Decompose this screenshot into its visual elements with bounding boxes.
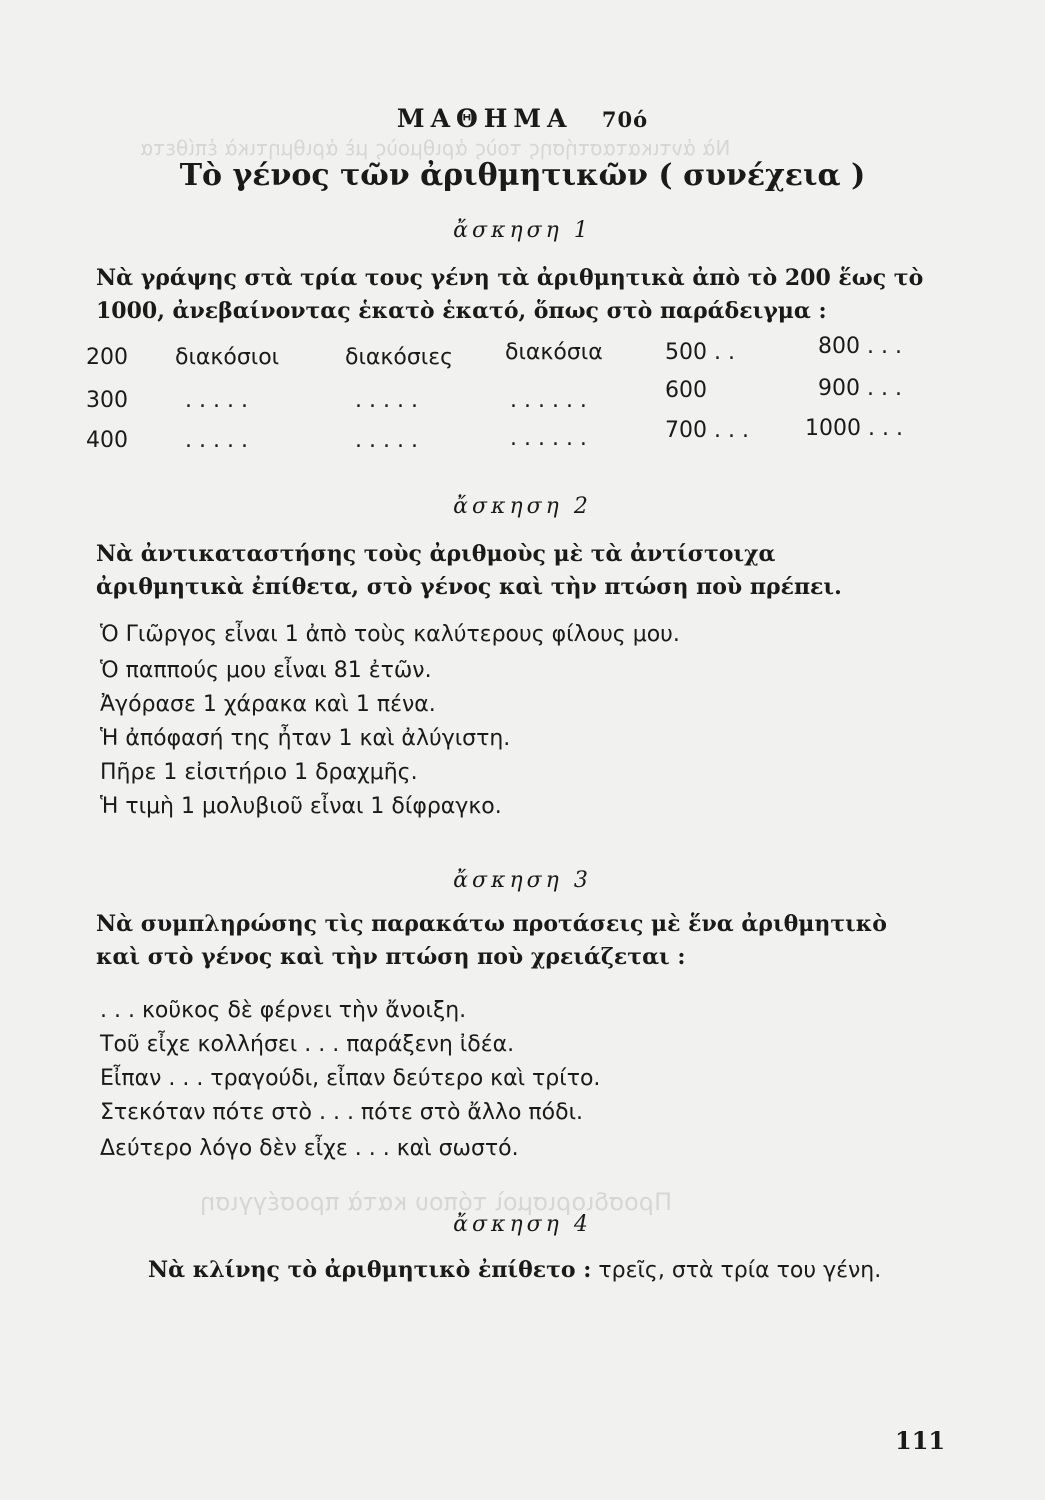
exercise-2-line: Ἡ τιμὴ 1 μολυβιοῦ εἶναι 1 δίφραγκο. xyxy=(100,794,502,819)
exercise-1-instruction: Νὰ γράψης στὰ τρία τους γένη τὰ ἀριθμητικὰ ἀπὸ τὸ 200 ἕως τὸ 1000, ἀνεβαίνοντας ἑκατὸ ἑκατό, ὅπως στὸ παράδειγμα : xyxy=(96,265,924,324)
exercise-2-line: Ὁ Γιῶργος εἶναι 1 ἀπὸ τοὺς καλύτερους φίλους μου. xyxy=(100,622,680,647)
table-cell: 400 xyxy=(86,428,128,453)
table-cell: . . . . . xyxy=(355,428,418,453)
exercise-2-instruction: Νὰ ἀντικαταστήσης τοὺς ἀριθμοὺς μὲ τὰ ἀντίστοιχα ἀριθμητικὰ ἐπίθετα, στὸ γένος καὶ τὴν πτώση ποὺ πρέπει. xyxy=(96,541,842,600)
table-cell: . . . . . . xyxy=(510,426,587,451)
table-cell: 600 xyxy=(665,378,707,403)
exercise-4-heading: ἄσκηση 4 xyxy=(453,1212,592,1237)
table-cell: . . . . . . xyxy=(510,388,587,413)
table-cell: 200 xyxy=(86,345,128,370)
table-cell: . . . . . xyxy=(355,388,418,413)
table-cell: διακόσια xyxy=(505,340,603,365)
exercise-2-line: Ἡ ἀπόφασή της ἦταν 1 καὶ ἀλύγιστη. xyxy=(100,726,511,751)
table-cell: 700 . . . xyxy=(665,418,749,443)
exercise-3-line: Στεκόταν πότε στὸ . . . πότε στὸ ἄλλο πόδι. xyxy=(100,1100,584,1125)
table-cell: διακόσιες xyxy=(345,345,454,370)
bleed-through-line: Νὰ ἀντικαταστήσης τοὺς ἀριθμοὺς μὲ ἀριθμητικὰ ἐπίθετα xyxy=(140,136,731,160)
bleed-through-line: Προσδιορισμοὶ τόπου κατὰ προσέγγιση xyxy=(200,1188,673,1216)
exercise-1-heading: ἄσκηση 1 xyxy=(453,218,592,243)
exercise-2-heading: ἄσκηση 2 xyxy=(453,494,592,519)
lesson-subtitle: Τὸ γένος τῶν ἀριθμητικῶν ( συνέχεια ) xyxy=(179,158,866,193)
exercise-3-line: Εἶπαν . . . τραγούδι, εἶπαν δεύτερο καὶ τρίτο. xyxy=(100,1066,601,1091)
table-cell: 1000 . . . xyxy=(805,416,903,441)
exercise-4-instruction xyxy=(148,1254,978,1287)
lesson-title xyxy=(0,104,1045,133)
table-cell: 900 . . . xyxy=(818,376,902,401)
table-cell: 500 . . xyxy=(665,340,735,365)
exercise-4-instruction-bold: Νὰ κλίνης τὸ ἀριθμητικὸ ἐπίθετο : xyxy=(148,1257,592,1283)
exercise-2-line: Ἀγόρασε 1 χάρακα καὶ 1 πένα. xyxy=(100,692,436,717)
exercise-3-instruction: Νὰ συμπληρώσης τὶς παρακάτω προτάσεις μὲ ἕνα ἀριθμητικὸ καὶ στὸ γένος καὶ τὴν πτώση ποὺ χρειάζεται : xyxy=(96,911,887,970)
exercise-3-line: . . . κοῦκος δὲ φέρνει τὴν ἄνοιξη. xyxy=(100,998,467,1023)
lesson-number: 70ό xyxy=(601,107,649,132)
exercise-3-line: Δεύτερο λόγο δὲν εἶχε . . . καὶ σωστό. xyxy=(100,1136,519,1161)
exercise-4-instruction-rest: τρεῖς, στὰ τρία του γένη. xyxy=(591,1258,882,1283)
page-number: 111 xyxy=(895,1426,946,1455)
exercise-3-line: Τοῦ εἶχε κολλήσει . . . παράξενη ἰδέα. xyxy=(100,1032,515,1057)
exercise-2-line: Ὁ παππούς μου εἶναι 81 ἐτῶν. xyxy=(100,658,432,683)
table-cell: 800 . . . xyxy=(818,334,902,359)
table-cell: . . . . . xyxy=(185,428,248,453)
table-cell: . . . . . xyxy=(185,388,248,413)
table-cell: 300 xyxy=(86,388,128,413)
exercise-2-line: Πῆρε 1 εἰσιτήριο 1 δραχμῆς. xyxy=(100,760,418,785)
table-cell: διακόσιοι xyxy=(175,345,280,370)
exercise-3-heading: ἄσκηση 3 xyxy=(453,868,592,893)
lesson-title-word: ΜΑΘΗΜΑ xyxy=(396,104,573,133)
